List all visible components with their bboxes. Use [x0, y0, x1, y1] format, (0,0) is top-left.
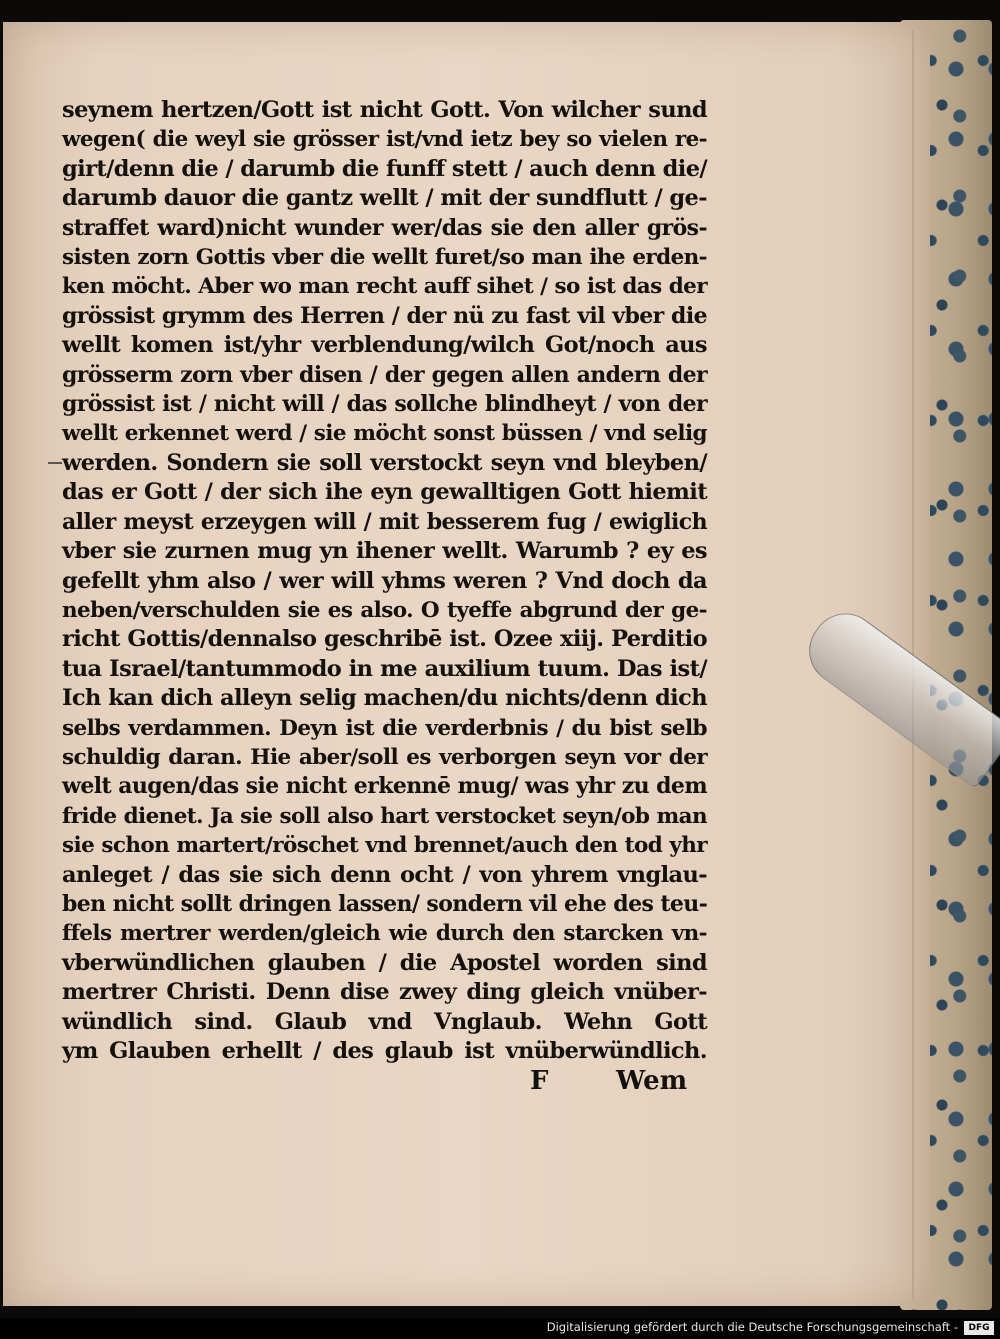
text-line: wegen( die weyl sie grösser ist/vnd ietz bey so vielen re-	[62, 127, 707, 153]
text-line: vber sie zurnen mug yn ihener wellt. Warumb ? ey es	[62, 538, 707, 565]
text-line: anleget / das sie sich denn ocht / von yhrem vnglau-	[62, 861, 707, 888]
text-line: grössist ist / nicht will / das sollche blindheyt / von der	[62, 391, 707, 418]
text-line: grössist grymm des Herren / der nü zu fast vil vber die	[62, 302, 707, 329]
text-line: werden. Sondern sie soll verstockt seyn vnd bleyben/	[62, 449, 707, 476]
text-line: ffels mertrer werden/gleich wie durch den starcken vn-	[62, 921, 707, 947]
catchword: Wem	[616, 1066, 688, 1096]
dfg-logo-icon: DFG	[964, 1321, 994, 1335]
text-line: das er Gott / der sich ihe eyn gewalltigen Gott hiemit	[62, 479, 707, 506]
text-line: ym Glauben erhellt / des glaub ist vnüberwündlich.	[62, 1038, 707, 1064]
text-line: sisten zorn Gottis vber die wellt furet/so man ihe erden-	[62, 245, 707, 271]
text-line: wellt erkennet werd / sie möcht sonst büssen / vnd selig	[62, 421, 707, 447]
text-line: gefellt yhm also / wer will yhms weren ? Vnd doch da	[62, 567, 707, 594]
text-line: mertrer Christi. Denn dise zwey ding gleich vnüber-	[62, 979, 707, 1006]
signature-mark: F	[530, 1066, 549, 1096]
text-line: sie schon martert/röschet vnd brennet/auch den tod yhr	[62, 833, 707, 859]
text-line: girt/denn die / darumb die funff stett / auch denn die/	[62, 155, 708, 182]
text-line: wellt komen ist/yhr verblendung/wilch Got/noch aus	[62, 332, 707, 359]
text-line: selbs verdammen. Deyn ist die verderbnis / du bist selb	[62, 715, 707, 741]
margin-mark	[48, 462, 62, 464]
text-line: richt Gottis/dennalso geschribē ist. Ozee xiij. Perditio	[62, 626, 707, 653]
text-line: schuldig daran. Hie aber/soll es verborgen seyn vor der	[62, 744, 707, 770]
text-line: ben nicht sollt dringen lassen/ sondern vil ehe des teu-	[62, 890, 708, 917]
text-line: ken möcht. Aber wo man recht auff sihet / so ist das der	[62, 274, 707, 300]
text-line: vberwündlichen glauben / die Apostel worden sind	[62, 949, 707, 976]
text-line: seynem hertzen/Gott ist nicht Gott. Von wilcher sund	[62, 97, 707, 123]
funding-notice: Digitalisierung gefördert durch die Deutsche Forschungsgemeinschaft -	[546, 1320, 958, 1334]
text-line: straffet ward)nicht wunder wer/das sie den aller grös-	[62, 214, 707, 241]
text-line: neben/verschulden sie es also. O tyeffe abgrund der ge-	[62, 597, 707, 623]
text-line: welt augen/das sie nicht erkennē mug/ was yhr zu dem	[62, 773, 707, 800]
text-line: Ich kan dich alleyn selig machen/du nichts/denn dich	[62, 685, 707, 712]
text-line: fride dienet. Ja sie soll also hart verstocket seyn/ob man	[62, 803, 707, 829]
text-line: aller meyst erzeygen will / mit besserem fug / ewiglich	[62, 508, 707, 535]
text-line: darumb dauor die gantz wellt / mit der sundflutt / ge-	[62, 185, 707, 212]
footer-bar	[0, 1318, 1000, 1339]
text-line: tua Israel/tantummodo in me auxilium tuum. Das ist/	[62, 655, 707, 682]
text-line: wündlich sind. Glaub vnd Vnglaub. Wehn Gott	[62, 1008, 707, 1035]
page-text-block	[62, 96, 707, 1066]
text-line: grösserm zorn vber disen / der gegen allen andern der	[62, 361, 707, 388]
